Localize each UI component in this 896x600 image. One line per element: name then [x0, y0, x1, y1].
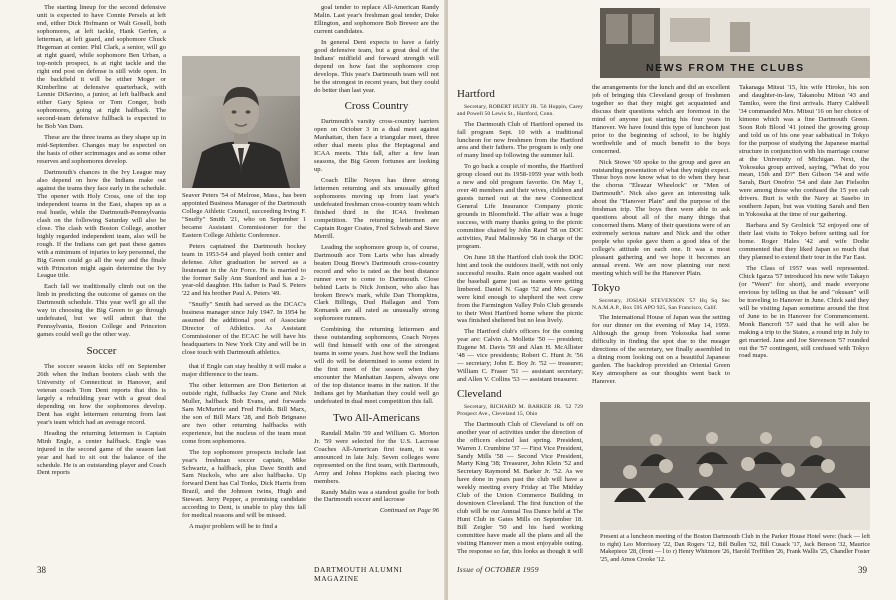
paragraph: Combining the returning lettermen and these outstanding sophomores, Coach Noyes will find himself with one of the strongest teams in some years. Just how well the Indians will do will be determined to some extent in the first meet of the season when they encounter the Manhattan Jaspers, always one of the top distance teams in the nation. If the Indians get by Manhattan they could well go undefeated in dual meet competition this fall.: [314, 326, 439, 405]
right-column-1: [457, 84, 583, 554]
soccer-heading: Soccer: [86, 345, 117, 358]
right-column-3: [739, 84, 869, 396]
paragraph: Randy Malin was a standout goalie for both the Dartmouth soccer and lacrosse: [314, 488, 439, 504]
section-title: NEWS FROM THE CLUBS: [646, 62, 805, 74]
paragraph: On June 18 the Hartford club took the DOC hint and took the outdoors itself, with not only successful results. Rain once again washed out the baseball game just as teams were getting limbered. Daniel N. Gage '52 and Mrs. Gage were kind enough to shepherd the wet crew from the Farmington Valley Polo Club grounds to their West Hartford home where the picnic was finished sheltered but no less lively.: [457, 253, 583, 325]
paragraph: Dartmouth's chances in the Ivy League may also depend on how the Indians make out against the teams they face early in the schedule. The opener with Holy Cross, one of the top independent teams in the East, shapes up as a real hustle, while the Dartmouth-Pennsylvania clash on the following Saturday will also be close. The clash with Boston College, another highly regarded independent team, also will be rough. If the Indians can get past these games with a minimum of injuries to key personnel, the Big Green could go all the way and the finale with Princeton might again determine the Ivy League title.: [37, 169, 166, 280]
hartford-dateline: Secretary, ROBERT HUEY JR. '56 Hoppin, Carey and Powell 50 Lewis St., Hartford, Conn.: [457, 104, 583, 117]
paragraph: These are the three teams as they shape up in mid-September. Changes may be expected on the basis of other scrimmages and as some other reserves and sophomores develop.: [37, 134, 166, 166]
cleveland-heading: Cleveland: [457, 388, 502, 401]
paragraph: A major problem will be to find a: [189, 523, 278, 531]
paragraph: The top sophomore prospects include last year's freshman soccer captain, Mike Schwartz, a halfback, plus Dave Smith and Sam Nuckols, who are also halfbacks. Up forward Dent has Cal Tonks, Dick Harris from Brazil, and the Johnson twins, Hugh and Stewart. Jerry Pepper, a promising candidate according to Dent, is unable to play this fall for medical reasons and will be missed.: [182, 448, 306, 520]
portrait-illustration: [182, 56, 300, 188]
paragraph: The other lettermen are Don Betterton at outside right, fullbacks Jay Crane and Nick Muller, halfback Bob Evans, and forwards Sam McMurtrie and Fred Fields. Bill Marx, the son of Bill Marx '28, and Bob Brignano are two other returning halfbacks with experience, but the nucleus of the team must come from sophomores.: [182, 381, 306, 445]
issue-footer: Issue of OCTOBER 1959: [457, 565, 539, 574]
continued-note: Continued on Page 96: [379, 507, 439, 515]
paragraph: The Dartmouth Club of Hartford opened its fall program Sept. 10 with a traditional luncheon for new freshmen from the Hartford area and their fathers. The program is only one of many lined up following the summer lull.: [457, 120, 583, 160]
paragraph: The Dartmouth Club of Cleveland is off on another year of activities under the direction of the officers elected last spring. President, Warren J. Crumbine '37 — First Vice President, Sandy Mills '58 — Second Vice President, Marty King '38; Treasurer, John Klein '52 and Secretary Raymond M. Barker Jr. '52. As we have done in years past the club will have a weekly meeting every Friday at The Midday Club of the Union Commerce Building in downtown Cleveland. The first function of the club will be our Annual Tea Dance held at The Hunt Club in Gates Mills on September 18. Bill Zeigler '50 and his hard working committee have made all the plans and all the visiting Hanover men a most enjoyable outing. The response so far, this looks as though it will: [457, 420, 583, 554]
paragraph: The Class of 1957 was well represented. Chick Igarza '57 introduced his new wife Takayo (or "Ween" for short), and made everyone envious by telling us that he and "okusan" will be traveling to Hanover in June. Chick said they will be visiting Japan sometime around the first of June to be in Hanover for Commencement. Monk Bancroft '57 said that he will also be making a trip to the States, a round trip in July to get married. Jane and Joe Stevenson '57 rounded out the '57 contingent, still confused with Tokyo road maps.: [739, 264, 869, 360]
group-photo-illustration: [600, 402, 870, 530]
paragraph: Peters captained the Dartmouth hockey team in 1953-54 and played both center and defense. After graduation he served as a lieutenant in the Air Force. He is married to the former Sally Ann Stanford and has a 2-year-old daughter. His father is Paul S. Peters '22 and his brother Paul A. Peters '49.: [182, 242, 306, 298]
paragraph: Leading the sophomore group is, of course, Dartmouth ace Tom Laris who has already beaten Doug Brew's Dartmouth cross-country record and who is rated as the best distance runner ever to come to Dartmouth. Close behind Laris is Nick Jonison, who also has broken Brew's mark, while Dan Thompkins, Clark Billings, Dud Hallagan and Tom Komarek are all rated as unusually strong sophomore runners.: [314, 243, 439, 323]
photo-caption: Seaver Peters '54 of Melrose, Mass., has been appointed Business Manager of the Dartmouth College Athletic Council, succeeding Irving F. "Snuffy" Smith '21, who on September 1 became Assistant Commissioner for the Eastern College Athletic Conference.: [182, 192, 306, 239]
paragraph: In general Dent expects to have a fairly good defensive team, but a great deal of the Indians' midfield and forward strength will depend on how fast the sophomore crop develops. This year's Dartmouth team will not be the strongest in recent years, but they could do better than last year.: [314, 38, 439, 94]
page-number-left: 38: [37, 565, 46, 575]
boston-club-group-photo: [600, 402, 870, 530]
paragraph: "Snuffy" Smith had served as the DCAC's business manager since July 1947. In 1954 he assumed the additional post of Associate Director of Athletics. As Assistant Commissioner of the ECAC he will have his headquarters in New York City and will be in close touch with Dartmouth athletics.: [182, 301, 306, 357]
right-page: [448, 0, 896, 600]
magazine-footer: DARTMOUTH ALUMNI MAGAZINE: [314, 565, 403, 583]
tokyo-dateline: Secretary, JOSIAH STEVENSON '57 Hq Sq Sec N.A.M.A.P., Box 595 APO 925, San Francisco, Calif.: [592, 297, 730, 311]
left-column-2: [182, 192, 306, 559]
hartford-heading: Hartford: [457, 88, 495, 100]
paragraph: Nick Stowe '69 spoke to the group and gave an outstanding presentation of what they might expect. These boys now know what to do when they hear the chorus "Eleazar Wheelock" or "Men of Dartmouth". Nick also gave an interesting talk about the "Hanover Plain" and the purpose of the freshman trip. The boys then were able to ask questions about all of the many things that concerned them. Many of their questions were of an extremely serious nature and Nick and the other people who spoke gave them a good idea of the college's attitude on each one. It was a most pleasant gathering and we hope it becomes an annual event. We are now planning our next meeting which will be the Hanover Plain.: [592, 158, 730, 277]
right-column-2: [592, 84, 730, 396]
paragraph: To go back a couple of months, the Hartford group closed out its 1958-1959 year with both a new and old program favorite. On May 1, over 40 members and their wives, children and guests turned out at the new Connecticut General Life Insurance Company picnic grounds in Bloomfield. The affair was a huge success, with many thanks going to the picnic committee chaired by John Rand '58 on DOC activities, Paul Malinosky '56 in charge of the program.: [457, 163, 583, 250]
portrait-photo: [182, 56, 300, 188]
paragraph: Heading the returning lettermen is Captain Minh Engle, a center halfback. Engle was injured in the second game of the season last year and had to sit out the balance of the schedule. He is an outstanding player and Coach Dent reports: [37, 429, 166, 477]
paragraph: Dartmouth's varsity cross-country harriers open on October 3 in a dual meet against Manhattan, then face a triangular meet, three other dual meets plus the Heptagonal and ICAA meets. This fall, after a few lean seasons, the Big Green fortunes are looking up.: [314, 118, 439, 174]
paragraph: that if Engle can stay healthy it will make a major difference to the team.: [182, 363, 306, 379]
left-page: [0, 0, 446, 600]
tokyo-heading: Tokyo: [592, 281, 620, 294]
paragraph: Takanaga Mitsui '15, his wife Hiroko, his son and daughter-in-law, Takanobu Mitsui '43 and Tamiko, were the first arrivals. Harry Caldwell '34 commanded Mrs. Mitsui '16 on her choice of kimono which was a fine Dartmouth Green. Soon Rob Blood '41 joined the growing group and told us of his one year sabbatical in Tokyo for the purpose of studying the Japanese marital structure in conjunction with his marriage course at the University of Michigan. Next, the Yokosuka group arrived, saying, "What do you mean, 15th and D?" Ben Gibson '54 and wife Sarah, Burt Onofrio '54 and date Jan Fielsohn were among those who confused the 15 yen cab drivers. Burt is with the Navy at Sasebo in southern Japan, but was visiting Sarah and Ben in Yokosuka at the time of our gathering.: [739, 84, 869, 219]
paragraph: The starting lineup for the second defensive unit is expected to have Connie Persels at left end, either Dick Hofmann or Walt Gosell, both sophomores, at left tackle, Hank Gerfen, a letterman, at left guard, and sophomore Chuck Hegeman at center. Phil Clark, a senior, will go at right guard, while sophomore Ben Urban, a top-notch prospect, is at right tackle and the right end post on defense is still wide open. In the backfield it will be either Moger or Kimberline at defensive quarterback, with Lennie DiSavino, a junior, at left halfback and either Gary Spiess or Tom Conger, both sophomores, going at right halfback. The second-team defensive fullback is expected to be Bob Van Dam.: [37, 4, 166, 131]
paragraph: the arrangements for the lunch and did an excellent job of bringing this Cleveland group of freshmen together so that they might get acquainted and discuss their questions which are foremost in the mind of anyone just starting his four years in Hanover. We have found this type of luncheon just prior to the beginning of school, to be highly worthwhile and of much benefit to the boys concerned.: [592, 84, 730, 155]
cleveland-dateline: Secretary, RICHARD M. BARKER JR. '52 729 Prospect Ave., Cleveland 15, Ohio: [457, 404, 583, 417]
paragraph: The Hartford club's officers for the coming year are: Calvin A. Mollette '50 — president; Eugene M. Davis '59 and Alan H. McAllister '48 — vice presidents; Robert C. Hunt Jr. '56 — secretary; John E. Boy Jr. '52 — treasurer; William C. Fraser '51 — assistant secretary; and Allen V. Collins '53 — assistant treasurer.: [457, 328, 583, 384]
all-americans-heading: Two All-Americans: [333, 411, 420, 424]
left-column-1: [37, 4, 166, 559]
paragraph: goal tender to replace All-American Randy Malin. Last year's freshman goal tender, Duke Ellington, and sophomore Bob Brewer are the current candidates.: [314, 4, 439, 35]
paragraph: Each fall we traditionally climb out on the limb in predicting the outcome of games on the Dartmouth schedule. This year we'll go all the way in choosing the Big Green to go through undefeated, but we will admit that the Pennsylvania, Boston College and Princeton games could well go the other way.: [37, 283, 166, 339]
paragraph: The soccer season kicks off on September 26th when the Indian booters clash with the University of Connecticut in Hanover, and veteran coach Tom Dent reports that this is largely a rebuilding year with a great deal depending on how the sophomores develop. Dent has eight lettermen returning from last year's team which had an average record.: [37, 363, 166, 426]
group-photo-caption: Present at a luncheon meeting of the Boston Dartmouth Club in the Parker House Hotel were: (back — left to right) Leo Morrissey '22, Dan Rogers '12, Bill Bullen '32, Bill Cusack '17, Jack Benson '32, Maurice Makepiece '28, (front — l to r) Henry Whitmore '26, Harold Treffthen '26, Frank Wallis '25, Chandler Foster '25, and Amos Crooke '12.: [600, 533, 870, 563]
cross-country-heading: Cross Country: [344, 100, 409, 113]
paragraph: Randall Malin '59 and William G. Morton Jr. '59 were selected for the U.S. Lacrosse Coaches All-American first team, it was announced in late July. Seven colleges were represented on the first team, with Dartmouth, Army and Johns Hopkins each placing two members.: [314, 429, 439, 485]
paragraph: Barbara and Sy Grolnick '52 enjoyed one of their last visits to Tokyo before setting sail for home. Roger Hales '42 and wife Dodie commented that they liked Japan so much that they planned to extend their tour in the Far East.: [739, 222, 869, 262]
page-number-right: 39: [858, 565, 867, 575]
left-column-3: [314, 4, 439, 559]
paragraph: The International House of Japan was the setting for our dinner on the evening of May 14, 1959. Although the group from Yokosuka had some difficulty in finding the spot due to the meager directions of the secretary, we finally assembled in a dining room looking out on a beautiful Japanese garden. The backdrop provided an Oriental Green Key atmosphere as our thoughts went back to Hanover.: [592, 314, 730, 386]
paragraph: Coach Ellie Noyes has three strong lettermen returning and six unusually gifted sophomores moving up from last year's undefeated freshman cross-country team which finished third in the IC4A freshman competition. The returning lettermen are Captain Roger Coates, Fred Schwab and Steve Merrill.: [314, 177, 439, 240]
